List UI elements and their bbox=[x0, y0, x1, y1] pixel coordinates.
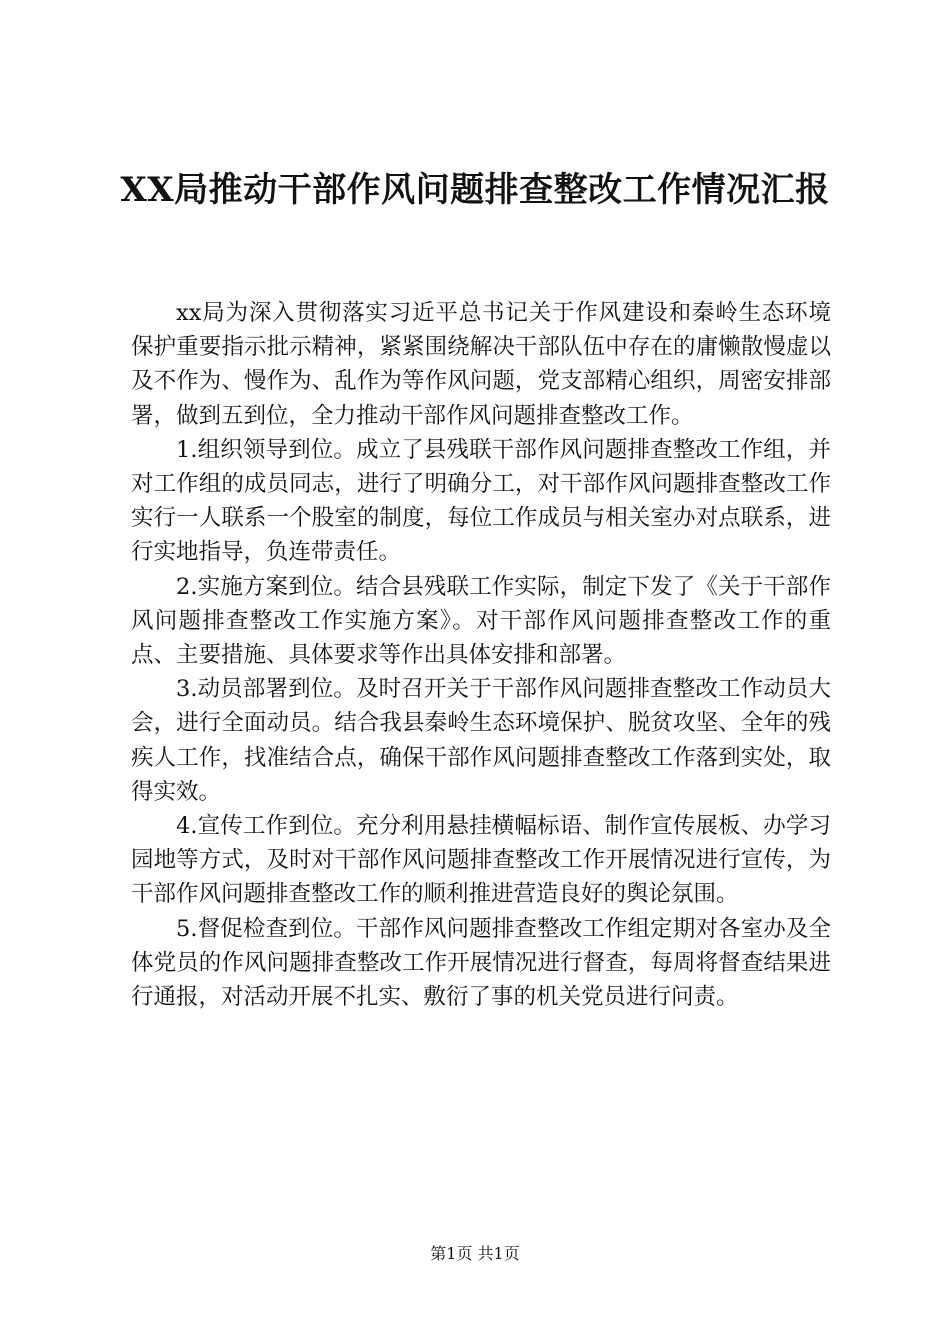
paragraph-mobilization: 3.动员部署到位。及时召开关于干部作风问题排查整改工作动员大会，进行全面动员。结合我县秦岭生态环境保护、脱贫攻坚、全年的残疾人工作，找准结合点，确保干部作风问题排查整改工作落到实处，取得实效。 bbox=[131, 676, 831, 805]
paragraph-plan: 2.实施方案到位。结合县残联工作实际，制定下发了《关于干部作风问题排查整改工作实施方案》。对干部作风问题排查整改工作的重点、主要措施、具体要求等作出具体安排和部署。 bbox=[131, 573, 831, 669]
document-body bbox=[131, 296, 831, 1014]
paragraph-organization: 1.组织领导到位。成立了县残联干部作风问题排查整改工作组，并对工作组的成员同志，进行了明确分工，对干部作风问题排查整改工作实行一人联系一个股室的制度，每位工作成员与相关室办对点联系，进行实地指导，负连带责任。 bbox=[131, 436, 831, 566]
document-title: XX局推动干部作风问题排查整改工作情况汇报 bbox=[120, 170, 830, 210]
paragraph-supervision: 5.督促检查到位。干部作风问题排查整改工作组定期对各室办及全体党员的作风问题排查整改工作开展情况进行督查，每周将督查结果进行通报，对活动开展不扎实、敷衍了事的机关党员进行问责。 bbox=[131, 915, 831, 1011]
intro-paragraph: xx局为深入贯彻落实习近平总书记关于作风建设和秦岭生态环境保护重要指示批示精神，紧紧围绕解决干部队伍中存在的庸懒散慢虚以及不作为、慢作为、乱作为等作风问题，党支部精心组织，周密安排部署，做到五到位，全力推动干部作风问题排查整改工作。 bbox=[131, 300, 831, 429]
paragraph-publicity: 4.宣传工作到位。充分利用悬挂横幅标语、制作宣传展板、办学习园地等方式，及时对干部作风问题排查整改工作开展情况进行宣传，为干部作风问题排查整改工作的顺利推进营造良好的舆论氛围。 bbox=[131, 813, 831, 908]
page-footer: 第1页 共1页 bbox=[430, 1244, 520, 1263]
